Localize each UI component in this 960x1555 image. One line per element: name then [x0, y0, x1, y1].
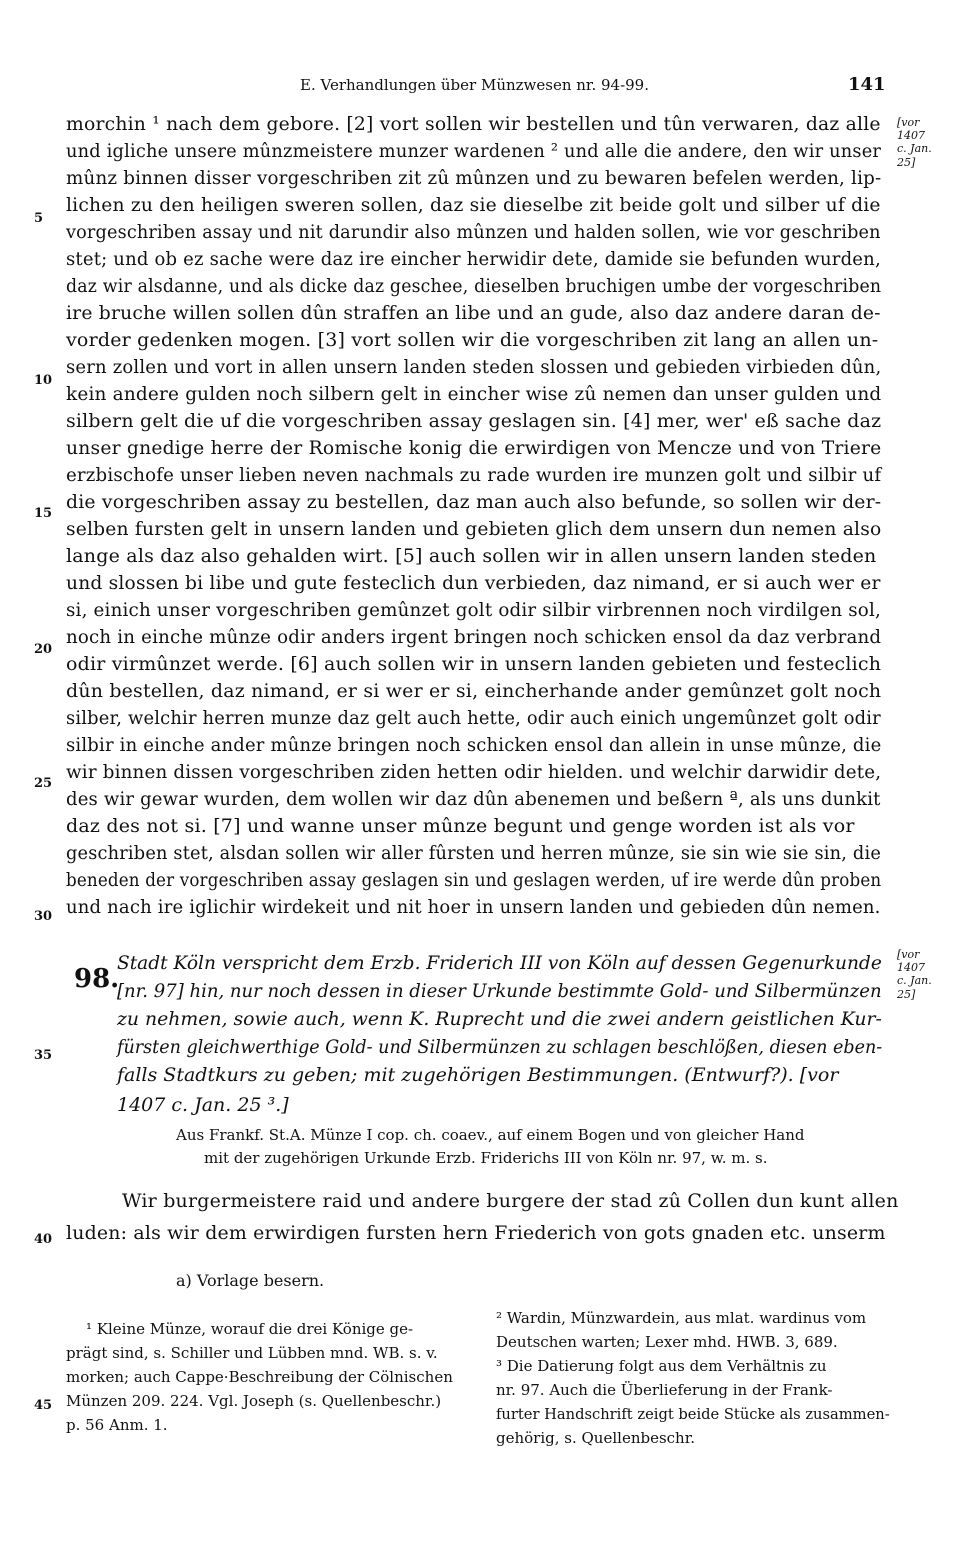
footnote-line: morken; auch Cappe·Beschreibung der Cölnischen — [66, 1368, 453, 1386]
text-line: wir binnen dissen vorgeschriben ziden hetten odir hielden. und welchir darwidir dete, — [66, 761, 882, 783]
text-line: si, einich unser vorgeschriben gemûnzet golt odir silbir virbrennen noch virdilgen sol, — [66, 599, 881, 621]
text-line: noch in einche mûnze odir anders irgent bringen noch schicken ensol da daz verbrand — [66, 626, 882, 648]
footnote-line: furter Handschrift zeigt beide Stücke als zusammen- — [496, 1405, 890, 1423]
text-line: sern zollen und vort in allen unsern landen steden slossen und gebieden virbieden dûn, — [66, 356, 882, 378]
page-number: 141 — [848, 74, 886, 95]
text-line: und nach ire iglichir wirdekeit und nit hoer in unsern landen und gebieden dûn nemen. — [66, 896, 881, 918]
footnote-line: nr. 97. Auch die Überlieferung in der Frank- — [496, 1381, 833, 1399]
footnote-line: Münzen 209. 224. Vgl. Joseph (s. Quellenbeschr.) — [66, 1392, 442, 1410]
text-line: beneden der vorgeschriben assay geslagen sin und geslagen werden, uf ire werde dûn proben — [66, 869, 882, 891]
line-number-30: 30 — [34, 909, 53, 924]
line-number-15: 15 — [34, 506, 53, 521]
regest-line: Stadt Köln verspricht dem Erzb. Friderich III von Köln auf dessen Gegenurkunde — [117, 952, 882, 974]
line-number-45: 45 — [34, 1398, 53, 1413]
margin-date-2: [vor 1407 c. Jan. 25] — [897, 948, 932, 1001]
line-number-10: 10 — [34, 373, 53, 388]
text-line: stet; und ob ez sache were daz ire eincher herwidir dete, damide sie befunden wurden, — [66, 248, 881, 270]
running-head: E. Verhandlungen über Münzwesen nr. 94-99. — [300, 76, 649, 94]
footnote-line: ¹ Kleine Münze, worauf die drei Könige ge- — [86, 1320, 414, 1338]
text-line: silbir in einche ander mûnze bringen noch schicken ensol dan allein in unse mûnze, die — [66, 734, 882, 756]
footnote-line: Deutschen warten; Lexer mhd. HWB. 3, 689. — [496, 1333, 838, 1351]
document-text-line: Wir burgermeistere raid und andere burgere der stad zû Collen dun kunt allen — [122, 1190, 899, 1212]
footnote-line: ³ Die Datierung folgt aus dem Verhältnis zu — [496, 1357, 827, 1375]
text-line: erzbischofe unser lieben neven nachmals zu rade wurden ire munzen golt und silbir uf — [66, 464, 882, 486]
text-line: ire bruche willen sollen dûn straffen an libe und an gude, also daz andere daran de- — [66, 302, 881, 324]
document-text-line: luden: als wir dem erwirdigen fursten hern Friederich von gots gnaden etc. unserm — [66, 1222, 886, 1244]
line-number-40: 40 — [34, 1232, 53, 1247]
footnote-line: ² Wardin, Münzwardein, aus mlat. wardinus vom — [496, 1309, 867, 1327]
regest-line: [nr. 97] hin, nur noch dessen in dieser Urkunde bestimmte Gold- und Silbermünzen — [117, 980, 882, 1002]
document-number: 98. — [74, 964, 120, 994]
text-line: geschriben stet, alsdan sollen wir aller fûrsten und herren mûnze, sie sin wie sie sin, die — [66, 842, 882, 864]
footnote-line: gehörig, s. Quellenbeschr. — [496, 1429, 696, 1447]
text-line: die vorgeschriben assay zu bestellen, daz man auch also befunde, so sollen wir der- — [66, 491, 882, 513]
text-line: mûnz binnen disser vorgeschriben zit zû mûnzen und zu bewaren befelen werden, lip- — [66, 167, 882, 189]
text-line: lichen zu den heiligen sweren sollen, daz sie dieselbe zit beide golt und silber uf die — [66, 194, 881, 216]
line-number-25: 25 — [34, 776, 53, 791]
regest-line: falls Stadtkurs zu geben; mit zugehörigen Bestimmungen. (Entwurf?). [vor — [117, 1064, 839, 1086]
regest-line: 1407 c. Jan. 25 ³.] — [117, 1094, 289, 1116]
text-line: und slossen bi libe und gute festeclich dun verbieden, daz nimand, er si auch wer er — [66, 572, 881, 594]
regest-line: fürsten gleichwerthige Gold- und Silbermünzen zu schlagen beschlößen, diesen eben- — [117, 1036, 883, 1058]
text-line: silbern gelt die uf die vorgeschriben assay geslagen sin. [4] mer, wer' eß sache daz — [66, 410, 882, 432]
text-line: silber, welchir herren munze daz gelt auch hette, odir auch einich ungemûnzet golt odir — [66, 707, 881, 729]
line-number-5: 5 — [34, 211, 44, 226]
text-line: daz wir alsdanne, und als dicke daz geschee, dieselben bruchigen umbe der vorgeschriben — [66, 275, 882, 297]
text-line: daz des not si. [7] und wanne unser mûnze begunt und genge worden ist als vor — [66, 815, 855, 837]
text-line: selben fursten gelt in unsern landen und gebieten glich dem unsern dun nemen also — [66, 518, 882, 540]
line-number-35: 35 — [34, 1048, 53, 1063]
text-line: und igliche unsere mûnzmeistere munzer wardenen ² und alle die andere, den wir unser — [66, 140, 882, 162]
margin-date-1: [vor 1407 c. Jan. 25] — [897, 116, 932, 169]
footnote-line: prägt sind, s. Schiller und Lübben mnd. WB. s. v. — [66, 1344, 438, 1362]
text-line: unser gnedige herre der Romische konig die erwirdigen von Mencze und von Triere — [66, 437, 882, 459]
source-line: mit der zugehörigen Urkunde Erzb. Friderichs III von Köln nr. 97, w. m. s. — [204, 1149, 768, 1167]
regest-line: zu nehmen, sowie auch, wenn K. Ruprecht und die zwei andern geistlichen Kur- — [117, 1008, 882, 1030]
text-line: odir virmûnzet werde. [6] auch sollen wir in unsern landen gebieten und festeclich — [66, 653, 882, 675]
variant-note: a) Vorlage besern. — [176, 1271, 325, 1290]
text-line: morchin ¹ nach dem gebore. [2] vort sollen wir bestellen und tûn verwaren, daz alle — [66, 113, 881, 135]
text-line: des wir gewar wurden, dem wollen wir daz dûn abenemen und beßern ª, als uns dunkit — [66, 788, 881, 810]
text-line: vorgeschriben assay und nit darundir also mûnzen und halden sollen, wie vor geschriben — [66, 221, 881, 243]
text-line: lange als daz also gehalden wirt. [5] auch sollen wir in allen unsern landen steden — [66, 545, 877, 567]
footnote-line: p. 56 Anm. 1. — [66, 1416, 168, 1434]
text-line: vorder gedenken mogen. [3] vort sollen wir die vorgeschriben zit lang an allen un- — [66, 329, 879, 351]
line-number-20: 20 — [34, 642, 53, 657]
text-line: dûn bestellen, daz nimand, er si wer er si, eincherhande ander gemûnzet golt noch — [66, 680, 882, 702]
source-line: Aus Frankf. St.A. Münze I cop. ch. coaev., auf einem Bogen und von gleicher Hand — [176, 1126, 805, 1144]
text-line: kein andere gulden noch silbern gelt in eincher wise zû nemen dan unser gulden und — [66, 383, 882, 405]
